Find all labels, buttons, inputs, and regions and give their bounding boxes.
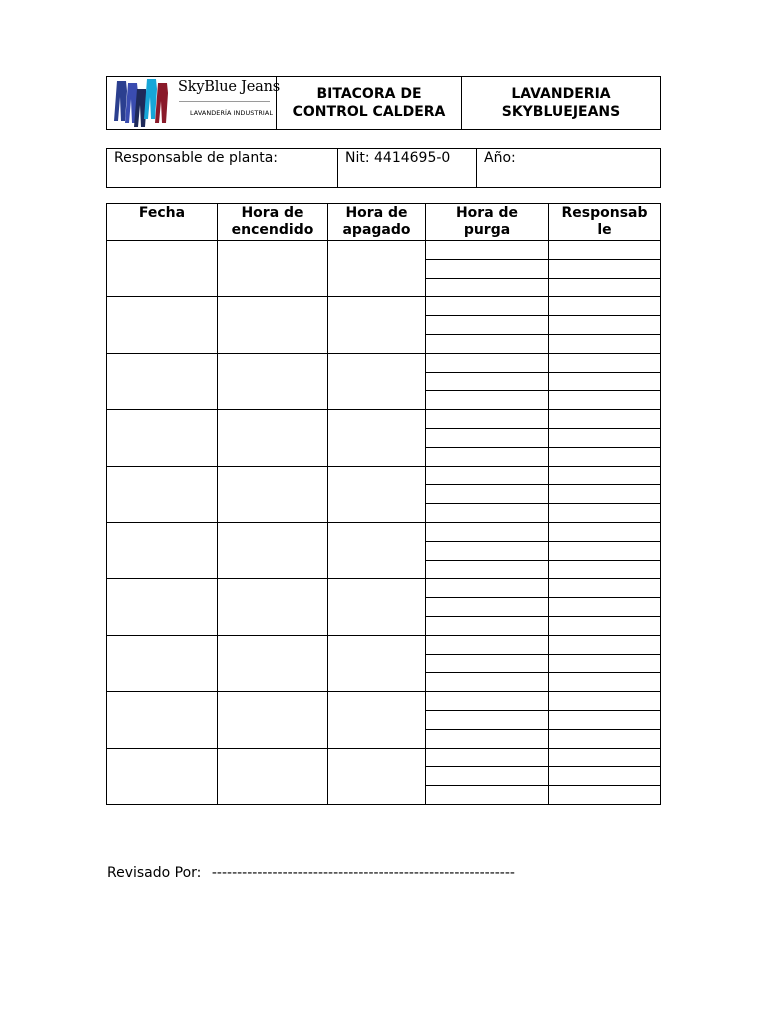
log-row <box>107 692 661 711</box>
title-line-2: CONTROL CALDERA <box>292 104 446 120</box>
revisado-section <box>107 865 515 881</box>
responsable-cell[interactable] <box>549 410 661 429</box>
purga-cell[interactable] <box>426 541 549 560</box>
purga-cell[interactable] <box>426 466 549 485</box>
responsable-cell[interactable] <box>549 522 661 541</box>
fecha-cell[interactable] <box>107 353 218 409</box>
signature-line[interactable]: ------------------------------------------------------------ <box>211 865 515 881</box>
purga-cell[interactable] <box>426 692 549 711</box>
responsable-cell[interactable] <box>549 316 661 335</box>
purga-cell[interactable] <box>426 786 549 805</box>
encendido-cell[interactable] <box>218 353 328 409</box>
responsable-planta-label: Responsable de planta: <box>114 150 279 166</box>
apagado-cell[interactable] <box>328 297 426 353</box>
fecha-cell[interactable] <box>107 522 218 578</box>
company-logo <box>107 77 280 129</box>
purga-cell[interactable] <box>426 447 549 466</box>
fecha-cell[interactable] <box>107 692 218 748</box>
header-hora-apagado <box>328 204 426 241</box>
purga-cell[interactable] <box>426 522 549 541</box>
log-row <box>107 297 661 316</box>
jean-1 <box>114 81 127 121</box>
fecha-cell[interactable] <box>107 297 218 353</box>
header-purga-line2: purga <box>463 222 511 238</box>
apagado-cell[interactable] <box>328 692 426 748</box>
header-apagado-line2: apagado <box>342 222 411 238</box>
encendido-cell[interactable] <box>218 692 328 748</box>
purga-cell[interactable] <box>426 259 549 278</box>
header-fecha-text: Fecha <box>138 205 186 221</box>
responsable-cell[interactable] <box>549 786 661 805</box>
apagado-cell[interactable] <box>328 410 426 466</box>
info-table <box>106 148 661 188</box>
fecha-cell[interactable] <box>107 410 218 466</box>
purga-cell[interactable] <box>426 485 549 504</box>
responsable-cell[interactable] <box>549 767 661 786</box>
jean-4 <box>144 79 157 119</box>
purga-cell[interactable] <box>426 560 549 579</box>
responsable-cell[interactable] <box>549 334 661 353</box>
purga-cell[interactable] <box>426 579 549 598</box>
responsable-cell[interactable] <box>549 297 661 316</box>
logo-divider <box>179 101 270 102</box>
responsable-cell[interactable] <box>549 598 661 617</box>
purga-cell[interactable] <box>426 372 549 391</box>
company-line-1: LAVANDERIA <box>511 86 611 102</box>
responsable-cell[interactable] <box>549 579 661 598</box>
log-row <box>107 410 661 429</box>
anio-field[interactable] <box>477 149 661 188</box>
log-row <box>107 241 661 260</box>
purga-cell[interactable] <box>426 353 549 372</box>
anio-label: Año: <box>484 150 516 166</box>
header-responsable-line2: le <box>597 222 612 238</box>
fecha-cell[interactable] <box>107 748 218 804</box>
purga-cell[interactable] <box>426 767 549 786</box>
encendido-cell[interactable] <box>218 241 328 297</box>
header-responsable <box>549 204 661 241</box>
header-responsable-line1: Responsab <box>561 205 648 221</box>
apagado-cell[interactable] <box>328 353 426 409</box>
apagado-cell[interactable] <box>328 241 426 297</box>
nit-label: Nit: 4414695-0 <box>345 150 451 166</box>
purga-cell[interactable] <box>426 635 549 654</box>
apagado-cell[interactable] <box>328 635 426 691</box>
apagado-cell[interactable] <box>328 466 426 522</box>
responsable-cell[interactable] <box>549 729 661 748</box>
fecha-cell[interactable] <box>107 466 218 522</box>
responsable-cell[interactable] <box>549 353 661 372</box>
responsable-cell[interactable] <box>549 391 661 410</box>
apagado-cell[interactable] <box>328 748 426 804</box>
encendido-cell[interactable] <box>218 522 328 578</box>
logo-brand-text: SkyBlue Jeans <box>178 79 280 95</box>
purga-cell[interactable] <box>426 673 549 692</box>
purga-cell[interactable] <box>426 297 549 316</box>
header-fecha <box>107 204 218 241</box>
log-row <box>107 353 661 372</box>
header-table <box>106 76 661 130</box>
responsable-cell[interactable] <box>549 485 661 504</box>
purga-cell[interactable] <box>426 241 549 260</box>
log-header-row <box>107 204 661 241</box>
responsable-cell[interactable] <box>549 692 661 711</box>
company-line-2: SKYBLUEJEANS <box>501 104 621 120</box>
responsable-cell[interactable] <box>549 466 661 485</box>
purga-cell[interactable] <box>426 334 549 353</box>
log-row <box>107 748 661 767</box>
jeans-icon <box>111 79 175 129</box>
logo-cell <box>107 77 280 130</box>
title-line-1: BITACORA DE <box>316 86 422 102</box>
responsable-planta-field[interactable] <box>107 149 338 188</box>
purga-cell[interactable] <box>426 710 549 729</box>
log-row <box>107 522 661 541</box>
fecha-cell[interactable] <box>107 579 218 635</box>
purga-cell[interactable] <box>426 278 549 297</box>
purga-cell[interactable] <box>426 391 549 410</box>
logo-subtitle: LAVANDERÍA INDUSTRIAL <box>190 109 274 117</box>
responsable-cell[interactable] <box>549 748 661 767</box>
responsable-cell[interactable] <box>549 278 661 297</box>
responsable-cell[interactable] <box>549 372 661 391</box>
responsable-cell[interactable] <box>549 673 661 692</box>
document-title <box>277 77 462 130</box>
log-row <box>107 466 661 485</box>
nit-field <box>338 149 477 188</box>
purga-cell[interactable] <box>426 316 549 335</box>
encendido-cell[interactable] <box>218 297 328 353</box>
responsable-cell[interactable] <box>549 654 661 673</box>
purga-cell[interactable] <box>426 729 549 748</box>
header-hora-purga <box>426 204 549 241</box>
purga-cell[interactable] <box>426 654 549 673</box>
responsable-cell[interactable] <box>549 710 661 729</box>
encendido-cell[interactable] <box>218 410 328 466</box>
apagado-cell[interactable] <box>328 579 426 635</box>
encendido-cell[interactable] <box>218 635 328 691</box>
fecha-cell[interactable] <box>107 241 218 297</box>
encendido-cell[interactable] <box>218 466 328 522</box>
log-row <box>107 579 661 598</box>
header-apagado-line1: Hora de <box>345 205 408 221</box>
revisado-label: Revisado Por: <box>107 865 202 881</box>
responsable-cell[interactable] <box>549 616 661 635</box>
log-table <box>106 203 661 805</box>
header-encendido-line2: encendido <box>231 222 314 238</box>
purga-cell[interactable] <box>426 410 549 429</box>
fecha-cell[interactable] <box>107 635 218 691</box>
encendido-cell[interactable] <box>218 748 328 804</box>
header-purga-line1: Hora de <box>455 205 519 221</box>
responsable-cell[interactable] <box>549 447 661 466</box>
purga-cell[interactable] <box>426 428 549 447</box>
responsable-cell[interactable] <box>549 504 661 523</box>
responsable-cell[interactable] <box>549 241 661 260</box>
responsable-cell[interactable] <box>549 541 661 560</box>
encendido-cell[interactable] <box>218 579 328 635</box>
apagado-cell[interactable] <box>328 522 426 578</box>
responsable-cell[interactable] <box>549 428 661 447</box>
company-name <box>462 77 661 130</box>
header-encendido-line1: Hora de <box>241 205 304 221</box>
log-body <box>107 241 661 805</box>
purga-cell[interactable] <box>426 598 549 617</box>
header-hora-encendido <box>218 204 328 241</box>
purga-cell[interactable] <box>426 748 549 767</box>
responsable-cell[interactable] <box>549 259 661 278</box>
responsable-cell[interactable] <box>549 560 661 579</box>
log-row <box>107 635 661 654</box>
purga-cell[interactable] <box>426 616 549 635</box>
responsable-cell[interactable] <box>549 635 661 654</box>
purga-cell[interactable] <box>426 504 549 523</box>
